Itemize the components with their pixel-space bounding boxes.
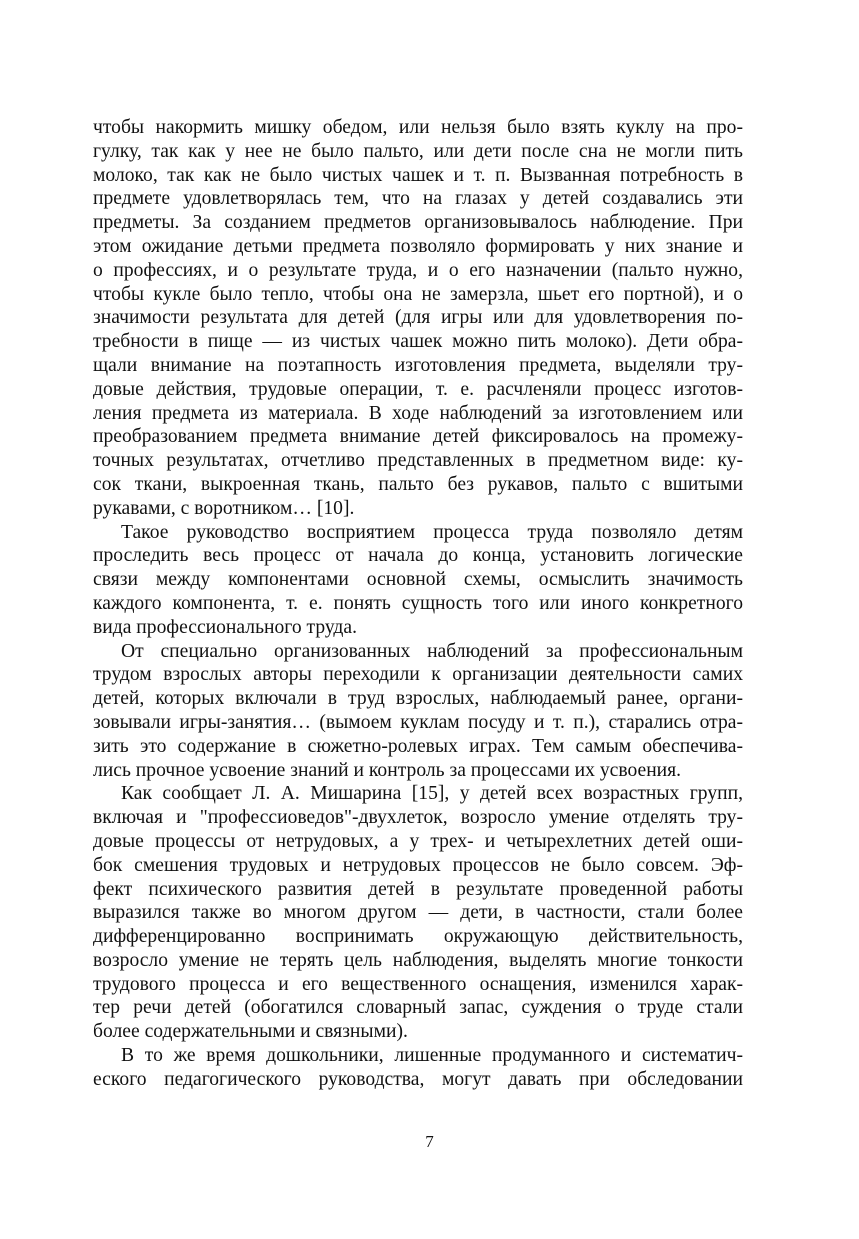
text-line: о профессиях, и о результате труда, и о его назначении (пальто нужно,: [93, 259, 743, 281]
text-line: трудом взрослых авторы переходили к организации деятельности самих: [93, 664, 743, 686]
text-line: зовывали игры-занятия… (вымоем куклам посуду и т. п.), старались отра-: [93, 711, 743, 733]
text-line: щали внимание на поэтапность изготовления предмета, выделяли тру-: [93, 354, 743, 376]
text-line: рукавами, с воротником… [10].: [93, 497, 355, 519]
text-line: более содержательными и связными).: [93, 1021, 408, 1043]
text-line: еского педагогического руководства, могут давать при обследовании: [93, 1068, 743, 1090]
text-line: фект психического развития детей в результате проведенной работы: [93, 878, 743, 900]
text-line: включая и "профессиоведов"-двухлеток, возросло умение отделять тру-: [93, 807, 743, 829]
text-line: От специально организованных наблюдений за профессиональным: [121, 640, 743, 662]
text-line: лись прочное усвоение знаний и контроль за процессами их усвоения.: [93, 759, 682, 781]
text-line: выразился также во многом другом — дети, в частности, стали более: [93, 902, 743, 924]
text-line: Такое руководство восприятием процесса труда позволяло детям: [121, 521, 743, 543]
text-line: Как сообщает Л. А. Мишарина [15], у детей всех возрастных групп,: [121, 783, 743, 805]
text-line: детей, которых включали в труд взрослых, наблюдаемый ранее, органи-: [93, 688, 743, 710]
text-line: связи между компонентами основной схемы, осмыслить значимость: [93, 569, 743, 591]
text-line: чтобы кукле было тепло, чтобы она не замерзла, шьет его портной), и о: [93, 283, 743, 305]
text-line: вида профессионального труда.: [93, 616, 357, 638]
text-line: молоко, так как не было чистых чашек и т. п. Вызванная потребность в: [93, 164, 743, 186]
text-line: значимости результата для детей (для игры или для удовлетворения по-: [93, 307, 743, 329]
text-line: точных результатах, отчетливо представленных в предметном виде: ку-: [93, 450, 743, 472]
text-line: тер речи детей (обогатился словарный запас, суждения о труде стали: [93, 997, 743, 1019]
text-line: предметы. За созданием предметов организовывалось наблюдение. При: [93, 212, 743, 234]
page-number: 7: [425, 1132, 434, 1151]
text-line: В то же время дошкольники, лишенные продуманного и систематич-: [121, 1045, 743, 1067]
text-line: чтобы накормить мишку обедом, или нельзя было взять куклу на про-: [93, 117, 743, 138]
body-text: [93, 116, 743, 1092]
text-line: проследить весь процесс от начала до конца, установить логические: [93, 545, 743, 567]
text-line: трудового процесса и его вещественного оснащения, изменился харак-: [93, 973, 743, 995]
text-line: ления предмета из материала. В ходе наблюдений за изготовлением или: [93, 402, 743, 424]
text-line: требности в пище — из чистых чашек можно пить молоко). Дети обра-: [93, 331, 743, 353]
text-line: гулку, так как у нее не было пальто, или дети после сна не могли пить: [93, 140, 743, 162]
text-line: предмете удовлетворялась тем, что на глазах у детей создавались эти: [93, 188, 743, 210]
text-line: дифференцированно воспринимать окружающую действительность,: [93, 926, 743, 948]
text-line: зить это содержание в сюжетно-ролевых играх. Тем самым обеспечива-: [93, 735, 743, 757]
text-line: сок ткани, выкроенная ткань, пальто без рукавов, пальто с вшитыми: [93, 473, 743, 495]
text-line: довые процессы от нетрудовых, а у трех- и четырехлетних детей оши-: [93, 830, 743, 852]
text-line: бок смешения трудовых и нетрудовых процессов не было совсем. Эф-: [93, 854, 743, 876]
text-line: каждого компонента, т. е. понять сущность того или иного конкретного: [93, 592, 743, 614]
text-line: преобразованием предмета внимание детей фиксировалось на промежу-: [93, 426, 743, 448]
text-line: возросло умение не терять цель наблюдения, выделять многие тонкости: [93, 949, 743, 971]
text-line: довые действия, трудовые операции, т. е. расчленяли процесс изготов-: [93, 378, 743, 400]
text-line: этом ожидание детьми предмета позволяло формировать у них знание и: [93, 235, 743, 257]
